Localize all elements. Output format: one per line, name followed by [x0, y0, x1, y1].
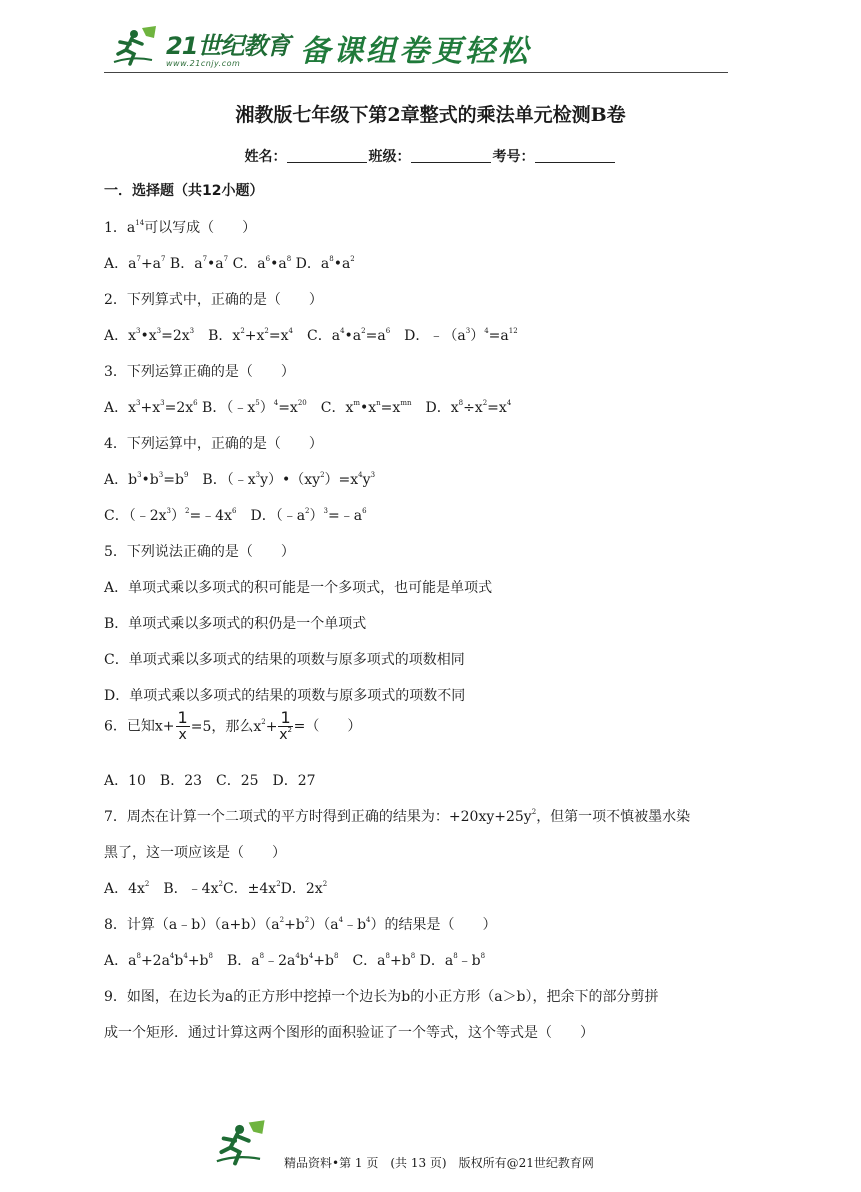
- question-4-options-ab: A．$b^3•b^3=b^9$ B．$(﹣x^3y)•(xy^2)=x^4y^3$: [104, 471, 376, 488]
- student-info-line: [0, 146, 861, 166]
- runner-logo-icon: [112, 24, 162, 68]
- question-9-stem: 9．如图，在边长为a的正方形中挖掉一个边长为b的小正方形（a＞b），把余下的部分剪拼: [104, 989, 659, 1005]
- brand-name: 21世纪教育: [166, 32, 290, 60]
- name-label: 姓名：: [244, 149, 287, 165]
- question-5-option-c: C．单项式乘以多项式的结果的项数与原多项式的项数相同: [104, 652, 465, 668]
- question-4-stem: 4．下列运算中，正确的是（ ）: [104, 436, 323, 452]
- question-7-options: A．$4x^2$ B．$﹣4x^2C$．$\pm 4x^2D$．$2x^2$: [104, 880, 328, 897]
- question-5-option-d: D．单项式乘以多项式的结果的项数与原多项式的项数不同: [104, 688, 466, 704]
- question-1-stem: 1．$a^{14}$可以写成（ ）: [104, 219, 257, 236]
- fraction-one-over-x: $\frac{1}{x}$: [177, 708, 188, 743]
- name-blank: [287, 149, 367, 163]
- fraction-one-over-x-squared: $\frac{1}{x^2}$: [279, 708, 292, 743]
- question-5-option-b: B．单项式乘以多项式的积仍是一个单项式: [104, 616, 367, 632]
- question-6-stem: 6．已知x+ $\frac{1}{x}$ =5，那么$x^2+$ $\frac{1}{x^2}$ =（ ）: [104, 708, 362, 743]
- question-1-options: A．$a^7+a^7$ B．$a^7•a^7$ C．$a^6•a^8$ D．$a^8•a^2$: [104, 255, 355, 272]
- question-9-stem-cont: 成一个矩形．通过计算这两个图形的面积验证了一个等式，这个等式是（ ）: [104, 1025, 594, 1041]
- question-5-option-a: A．单项式乘以多项式的积可能是一个多项式，也可能是单项式: [104, 580, 493, 596]
- brand-url: www.21cnjy.com: [166, 59, 241, 68]
- page-footer: [0, 1112, 861, 1172]
- class-blank: [411, 149, 491, 163]
- class-label: 班级：: [368, 149, 411, 165]
- section-heading: 一．选择题（共12小题）: [104, 183, 264, 199]
- question-3-options: A．$x^3+x^3=2x^6$ B．$(﹣x^5)^4=x^{20}$ C．$x^m•x^n=x^{mn}$ D．$x^8\div x^2=x^4$: [104, 399, 512, 416]
- question-3-stem: 3．下列运算正确的是（ ）: [104, 364, 295, 380]
- header-rule: [104, 72, 728, 73]
- question-2-stem: 2．下列算式中，正确的是（ ）: [104, 292, 323, 308]
- question-7-stem-cont: 黑了，这一项应该是（ ）: [104, 845, 286, 861]
- question-8-options: A．$a^8+2a^4b^4+b^8$ B．$a^8﹣2a^4b^4+b^8$ C．$a^8+b^8$ D．$a^8﹣b^8$: [104, 952, 486, 969]
- question-5-stem: 5．下列说法正确的是（ ）: [104, 544, 295, 560]
- header-banner: [104, 20, 728, 76]
- question-7-stem: 7．周杰在计算一个二项式的平方时得到正确的结果为：$+20xy+25y^2$，但第一项不慎被墨水染: [104, 808, 691, 825]
- exam-no-blank: [535, 149, 615, 163]
- brand-slogan: 备课组卷更轻松: [300, 34, 531, 69]
- runner-logo-icon: [214, 1118, 272, 1168]
- question-6-options: A．10 B．23 C．25 D．27: [104, 773, 316, 789]
- footer-text: 精品资料•第 1 页 (共 13 页) 版权所有@21世纪教育网: [284, 1156, 594, 1170]
- exam-no-label: 考号：: [492, 149, 535, 165]
- question-8-stem: 8．计算$(a﹣b)(a+b)(a^2+b^2)(a^4﹣b^4)$的结果是（ ）: [104, 916, 497, 933]
- question-2-options: A．$x^3•x^3=2x^3$ B．$x^2+x^2=x^4$ C．$a^4•a^2=a^6$ D．$﹣(a^3)^4=a^{12}$: [104, 327, 518, 344]
- question-4-options-cd: C．$(﹣2x^3)^2=﹣4x^6$ D．$(﹣a^2)^3=﹣a^6$: [104, 507, 367, 524]
- document-title: 湘教版七年级下第2章整式的乘法单元检测B卷: [235, 104, 626, 126]
